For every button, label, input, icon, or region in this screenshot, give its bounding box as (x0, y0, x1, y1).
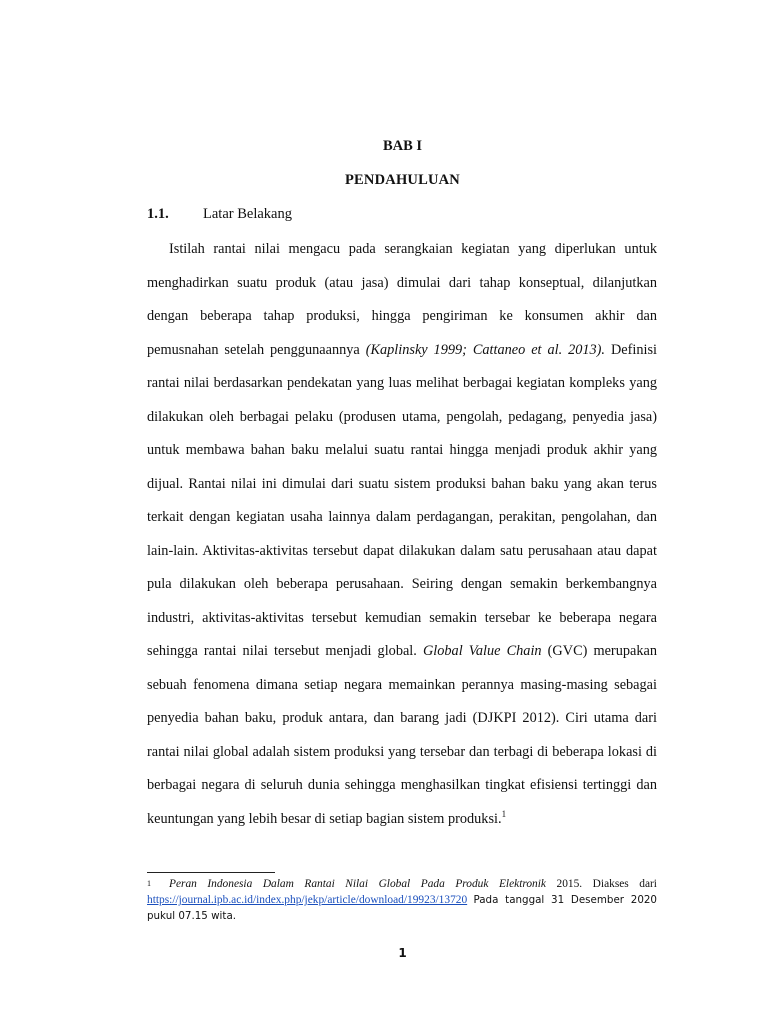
section-title: Latar Belakang (203, 206, 292, 222)
page-number: 1 (398, 946, 407, 960)
footnote-link[interactable]: https://journal.ipb.ac.id/index.php/jekp/article/download/19923/13720 (147, 894, 468, 907)
footnote (147, 876, 657, 925)
footnote-source-title: Peran Indonesia Dalam Rantai Nilai Global Pada Produk Elektronik (169, 878, 546, 890)
section-heading (147, 206, 292, 223)
footnote-marker: 1 (147, 879, 151, 888)
paragraph-part-2: Definisi rantai nilai berdasarkan pendekatan yang luas melihat berbagai kegiatan kompleks yang dilakukan oleh berbagai pelaku (produsen utama, pengolah, pedagang, penyedia jasa) untuk membawa bahan baku melalui suatu rantai hingga menjadi produk akhir yang dijual. Rantai nilai ini dimulai dari suatu sistem produksi bahan baku yang akan terus terkait dengan kegiatan usaha lainnya dalam perdagangan, perakitan, pengolahan, dan lain-lain. Aktivitas-aktivitas tersebut dapat dilakukan dalam satu perusahaan atau dapat pula dilakukan oleh beberapa perusahaan. Seiring dengan semakin berkembangnya industri, aktivitas-aktivitas tersebut kemudian semakin tersebar ke beberapa negara sehingga rantai nilai tersebut menjadi global. (147, 341, 658, 659)
footnote-access-date: Pada tanggal 31 Desember 2020 pukul 07.15 wita. (147, 894, 657, 923)
paragraph-part-3: (GVC) merupakan sebuah fenomena dimana setiap negara memainkan perannya masing-masing sebagai penyedia bahan baku, produk antara, dan barang jadi (DJKPI 2012). Ciri utama dari rantai nilai global adalah sistem produksi yang tersebar dan terbagi di beberapa lokasi di berbagai negara di seluruh dunia sehingga menghasilkan tingkat efisiensi tertinggi dan keuntungan yang lebih besar di setiap bagian sistem produksi. (147, 643, 657, 827)
body-text (147, 233, 657, 836)
chapter-number: BAB I (382, 138, 423, 154)
chapter-title: PENDAHULUAN (345, 172, 460, 188)
gvc-term: Global Value Chain (422, 643, 542, 659)
footnote-divider (147, 872, 275, 873)
paragraph (147, 233, 657, 836)
citation: (Kaplinsky 1999; Cattaneo et al. 2013). (365, 341, 606, 358)
footnote-year: 2015. Diakses dari (556, 878, 657, 890)
paragraph-part-1: Istilah rantai nilai mengacu pada serangkaian kegiatan yang diperlukan untuk menghadirkan suatu produk (atau jasa) dimulai dari tahap konseptual, dilanjutkan dengan beberapa tahap produksi, hingga pengiriman ke konsumen akhir dan pemusnahan setelah penggunaannya (147, 241, 657, 358)
footnote-reference[interactable]: 1 (501, 808, 507, 819)
section-number: 1.1. (147, 206, 169, 222)
